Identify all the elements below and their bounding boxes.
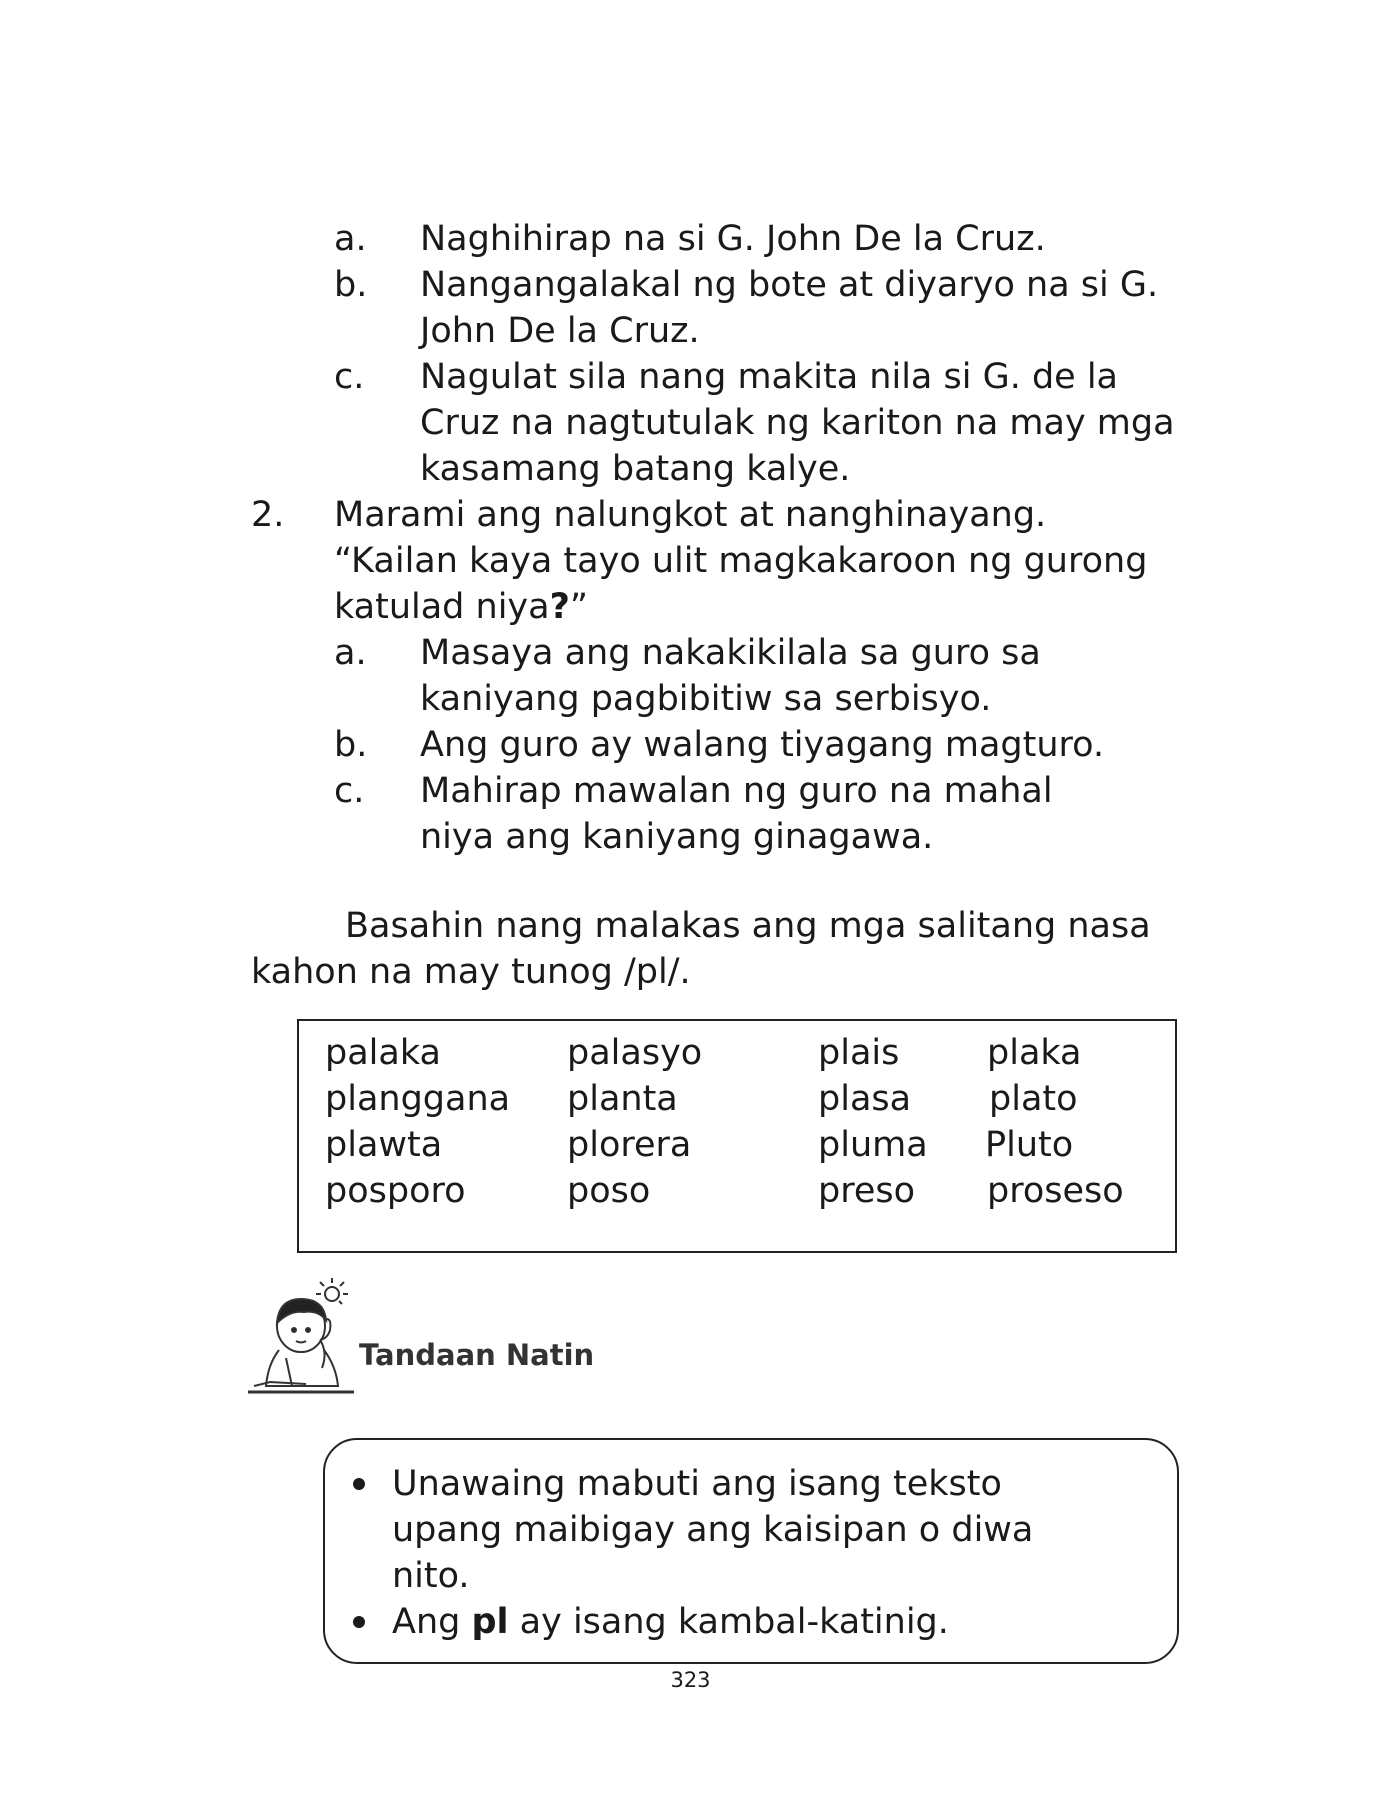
question-mark: ?: [549, 587, 570, 627]
word: plato: [989, 1079, 1078, 1119]
lightbulb-icon: [325, 1287, 339, 1301]
option-text: kaniyang pagbibitiw sa serbisyo.: [420, 679, 992, 719]
closing-quote: ”: [569, 587, 589, 627]
word: plais: [818, 1033, 900, 1073]
option-text: kasamang batang kalye.: [420, 449, 851, 489]
bullet-text: nito.: [392, 1556, 470, 1596]
option-text: Nagulat sila nang makita nila si G. de la: [420, 357, 1119, 397]
option-letter: b.: [334, 265, 368, 305]
option-text: Masaya ang nakakikilala sa guro sa: [420, 633, 1041, 673]
word: planggana: [325, 1079, 511, 1119]
word: poso: [567, 1171, 651, 1211]
bullet-text: upang maibigay ang kaisipan o diwa: [392, 1510, 1034, 1550]
option-letter: c.: [334, 771, 365, 811]
word: planta: [567, 1079, 678, 1119]
option-letter: c.: [334, 357, 365, 397]
bullet-text-post: ay isang kambal-katinig.: [508, 1602, 949, 1642]
question-text: “Kailan kaya tayo ulit magkakaroon ng gurong: [334, 541, 1148, 581]
option-text: Mahirap mawalan ng guro na mahal: [420, 771, 1053, 811]
option-text: Nangangalakal ng bote at diyaryo na si G.: [420, 265, 1159, 305]
word: posporo: [325, 1171, 466, 1211]
item-number: 2.: [251, 495, 285, 535]
bullet-text-pre: Ang: [392, 1602, 472, 1642]
thinking-boy-illustration: [246, 1268, 361, 1404]
tandaan-heading: Tandaan Natin: [359, 1338, 595, 1372]
instruction-line: kahon na may tunog /pl/.: [251, 952, 691, 992]
word: proseso: [987, 1171, 1124, 1211]
option-text: Ang guro ay walang tiyagang magturo.: [420, 725, 1105, 765]
question-text: Marami ang nalungkot at nanghinayang.: [334, 495, 1047, 535]
word: preso: [818, 1171, 916, 1211]
question-last-line: katulad niya: [334, 587, 550, 627]
word: pluma: [818, 1125, 928, 1165]
word: plorera: [567, 1125, 692, 1165]
word: palasyo: [567, 1033, 703, 1073]
bullet-text: Unawaing mabuti ang isang teksto: [392, 1464, 1002, 1504]
word: plawta: [325, 1125, 443, 1165]
bullet-icon: [353, 1478, 365, 1490]
instruction-line: Basahin nang malakas ang mga salitang nasa: [345, 906, 1151, 946]
bullet-text-bold: pl: [471, 1602, 509, 1642]
word: plasa: [818, 1079, 912, 1119]
option-text: John De la Cruz.: [420, 311, 700, 351]
option-letter: a.: [334, 633, 367, 673]
option-text: Naghihirap na si G. John De la Cruz.: [420, 219, 1046, 259]
option-letter: a.: [334, 219, 367, 259]
option-text: niya ang kaniyang ginagawa.: [420, 817, 934, 857]
bullet-text: [392, 1599, 949, 1645]
question-text: [334, 584, 588, 630]
bullet-icon: [353, 1616, 365, 1628]
option-letter: b.: [334, 725, 368, 765]
word: plaka: [987, 1033, 1082, 1073]
word: palaka: [325, 1033, 441, 1073]
page-number: 323: [670, 1668, 711, 1692]
word: Pluto: [985, 1125, 1074, 1165]
option-text: Cruz na nagtutulak ng kariton na may mga: [420, 403, 1175, 443]
